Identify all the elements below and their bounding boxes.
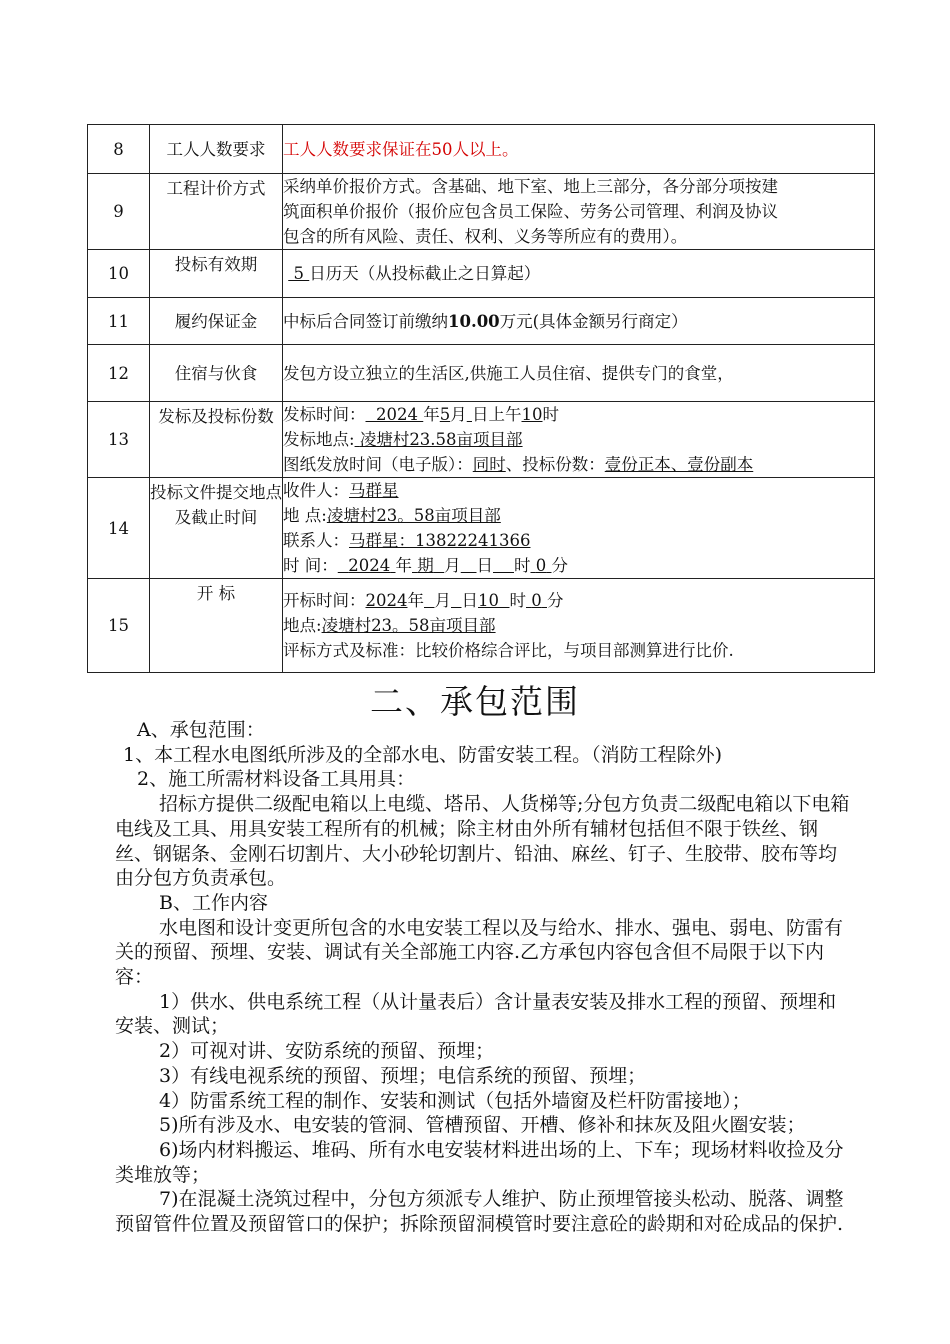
paragraph: 2、施工所需材料设备工具用具：: [137, 768, 416, 791]
tender-info-table: [87, 124, 875, 673]
row-number: 13: [88, 402, 150, 478]
row-number: 12: [88, 345, 150, 402]
paragraph: 6)场内材料搬运、堆码、所有水电安装材料进出场的上、下车；现场材料收捡及分类堆放等；: [115, 1138, 844, 1186]
paragraph: 招标方提供二级配电箱以上电缆、塔吊、人货梯等;分包方负责二级配电箱以下电箱电线及工具、用具安装工程所有的机械；除主材由外所有辅材包括但不限于铁丝、钢丝、钢锯条、金刚石切割片、大小砂轮切割片、铅油、麻丝、钉子、生胶带、胶布等均由分包方负责承包。: [115, 793, 850, 890]
table-row: [88, 250, 875, 298]
value-line: 筑面积单价报价（报价应包含员工保险、劳务公司管理、利润及协议: [283, 202, 778, 221]
paragraph: 1、本工程水电图纸所涉及的全部水电、防雷安装工程。（消防工程除外): [123, 743, 723, 766]
row-item: 工人人数要求: [150, 125, 283, 174]
opening-place-line: 地点:凌塘村23。58亩项目部: [283, 616, 496, 635]
section-title: 二、承包范围: [370, 682, 580, 721]
row-value: [283, 478, 875, 579]
table-row: [88, 174, 875, 250]
opening-time-line: 开标时间：2024年 月 日10 时 0 分: [283, 591, 564, 610]
row-value: [283, 125, 875, 174]
row-item: 开 标: [150, 579, 283, 673]
table-row: [88, 478, 875, 579]
paragraph: 5)所有涉及水、电安装的管洞、管槽预留、开槽、修补和抹灰及阻火圈安装；: [159, 1114, 806, 1137]
validity-days: 5: [293, 264, 304, 283]
row-value: 中标后合同签订前缴纳10.00万元(具体金额另行商定）: [283, 298, 875, 345]
deposit-amount: 10.00: [448, 311, 500, 331]
row-value: [283, 579, 875, 673]
row-number: 10: [88, 250, 150, 298]
row-item: 投标有效期: [150, 250, 283, 298]
deadline-line: 时 间： 2024 年 期 月 日 时 0 分: [283, 556, 568, 575]
submit-place-line: 地 点:凌塘村23。58亩项目部: [283, 506, 501, 525]
row-item: 履约保证金: [150, 298, 283, 345]
row-number: 11: [88, 298, 150, 345]
row-item: 住宿与伙食: [150, 345, 283, 402]
drawing-line: 图纸发放时间（电子版）：同时、投标份数：壹份正本、壹份副本: [283, 455, 754, 474]
value-line: 采纳单价报价方式。含基础、地下室、地上三部分，各分部分项按建: [283, 177, 778, 196]
row-number: 8: [88, 125, 150, 174]
contact-line: 联系人：马群星：13822241366: [283, 531, 531, 550]
value-line: 工人人数要求保证在50人以上。: [283, 139, 519, 159]
paragraph: 2）可视对讲、安防系统的预留、预埋；: [159, 1040, 495, 1063]
row-value: [283, 402, 875, 478]
paragraph: 1）供水、供电系统工程（从计量表后）含计量表安装及排水工程的预留、预埋和安装、测试；: [115, 990, 837, 1038]
issue-time-line: 发标时间： 2024 年5月 日上午10时: [283, 405, 559, 424]
row-item: 发标及投标份数: [150, 402, 283, 478]
paragraph: 3）有线电视系统的预留、预埋；电信系统的预留、预埋；: [159, 1064, 647, 1087]
recipient-line: 收件人：马群星: [283, 481, 399, 500]
paragraph: 4）防雷系统工程的制作、安装和测试（包括外墙窗及栏杆防雷接地）；: [159, 1089, 751, 1112]
evaluation-line: 评标方式及标准：比较价格综合评比，与项目部测算进行比价.: [283, 641, 734, 660]
paragraph: B、工作内容: [159, 891, 268, 914]
table-row: [88, 345, 875, 402]
table-row: [88, 579, 875, 673]
row-item: 投标文件提交地点及截止时间: [150, 478, 283, 579]
paragraph: 水电图和设计变更所包含的水电安装工程以及与给水、排水、强电、弱电、防雷有关的预留、预埋、安装、调试有关全部施工内容.乙方承包内容包含但不局限于以下内容：: [115, 916, 844, 989]
row-number: 14: [88, 478, 150, 579]
row-number: 9: [88, 174, 150, 250]
value-line: 包含的所有风险、责任、权利、义务等所应有的费用）。: [283, 227, 688, 246]
section-body: [115, 718, 855, 1237]
row-value: [283, 174, 875, 250]
table-row: [88, 298, 875, 345]
table-row: [88, 402, 875, 478]
row-value: 发包方设立独立的生活区,供施工人员住宿、提供专门的食堂，: [283, 345, 875, 402]
row-item: 工程计价方式: [150, 174, 283, 250]
paragraph: 7)在混凝土浇筑过程中，分包方须派专人维护、防止预埋管接头松动、脱落、调整预留管件位置及预留管口的保护；拆除预留洞模管时要注意砼的龄期和对砼成品的保护.: [115, 1188, 844, 1236]
row-number: 15: [88, 579, 150, 673]
paragraph: A、承包范围：: [137, 719, 265, 741]
issue-place-line: 发标地点: 凌塘村23.58亩项目部: [283, 430, 523, 449]
row-value: 5 日历天（从投标截止之日算起）: [283, 250, 875, 298]
table-row: [88, 125, 875, 174]
